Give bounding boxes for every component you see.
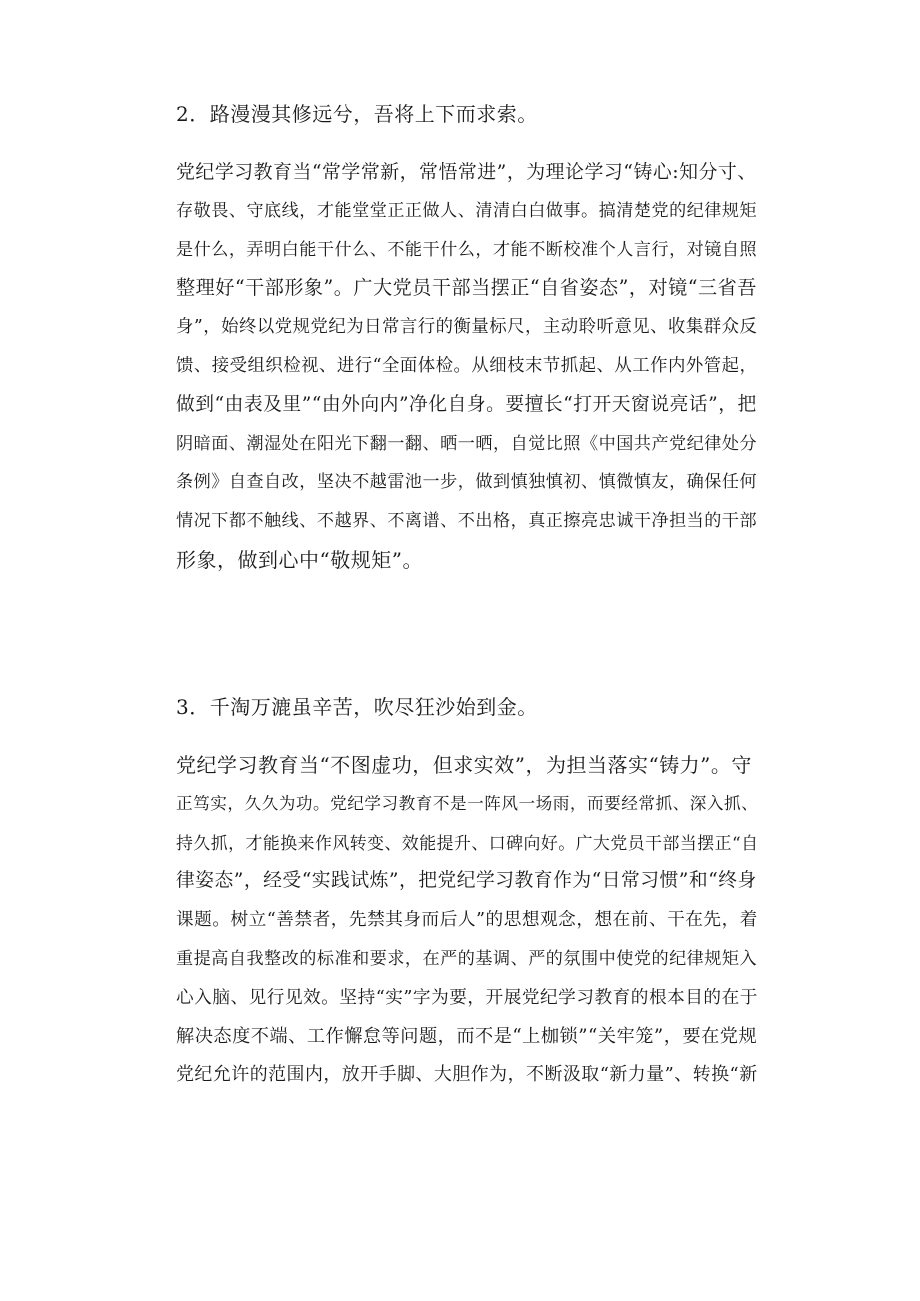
- paragraph-line: 形象，做到心中“敬规矩”。: [176, 547, 423, 572]
- paragraph-line: 整理好“干部形象”。广大党员干部当摆正“自省姿态”，对镜“三省吾: [176, 276, 757, 300]
- paragraph-line: 是什么，弄明白能干什么、不能干什么，才能不断校准个人言行，对镜自照: [176, 239, 758, 260]
- paragraph-line: 心入脑、见行见效。坚持“实”字为要，开展党纪学习教育的根本目的在于: [176, 987, 758, 1008]
- paragraph-line: 党纪允许的范围内，放开手脚、大胆作为，不断汲取“新力量”、转换“新: [176, 1064, 758, 1086]
- paragraph-line: 阴暗面、潮湿处在阳光下翻一翻、晒一晒，自觉比照《中国共产党纪律处分: [176, 433, 758, 454]
- paragraph-line: 党纪学习教育当“不图虚功，但求实效”，为担当落实“铸力”。守: [176, 753, 752, 777]
- paragraph-line: 条例》自查自改，坚决不越雷池一步，做到慎独慎初、慎微慎友，确保任何: [176, 472, 758, 493]
- paragraph-line: 情况下都不触线、不越界、不离谱、不出格，真正擦亮忠诚干净担当的干部: [176, 511, 758, 532]
- paragraph-line: 做到“由表及里”“由外向内”净化自身。要擅长“打开天窗说亮话”，把: [176, 393, 757, 415]
- paragraph-line: 重提高自我整改的标准和要求，在严的基调、严的氛围中使党的纪律规矩入: [176, 948, 758, 969]
- paragraph-line: 存敬畏、守底线，才能堂堂正正做人、清清白白做事。搞清楚党的纪律规矩: [176, 200, 758, 221]
- paragraph-line: 律姿态”，经受“实践试炼”，把党纪学习教育作为“日常习惯”和“终身: [176, 870, 757, 892]
- paragraph-line: 身”，始终以党规党纪为日常言行的衡量标尺，主动聆听意见、收集群众反: [176, 317, 758, 338]
- paragraph-line: 馈、接受组织检视、进行“全面体检。从细枝末节抓起、从工作内外管起，: [176, 355, 758, 376]
- section-2-heading: 2．路漫漫其修远兮，吾将上下而求索。: [176, 102, 538, 126]
- section-3-heading: 3．千淘万漉虽辛苦，吹尽狂沙始到金。: [176, 695, 538, 719]
- paragraph-line: 解决态度不端、工作懈怠等问题，而不是“上枷锁”“关牢笼”，要在党规: [176, 1025, 758, 1047]
- paragraph-line: 持久抓，才能换来作风转变、效能提升、口碑向好。广大党员干部当摆正“自: [176, 832, 759, 853]
- paragraph-line: 党纪学习教育当“常学常新，常悟常进”，为理论学习“铸心:知分寸、: [176, 161, 757, 183]
- paragraph-line: 正笃实，久久为功。党纪学习教育不是一阵风一场雨，而要经常抓、深入抓、: [176, 793, 759, 813]
- section-2-paragraph: [176, 153, 756, 580]
- section-3-paragraph: [176, 746, 759, 1095]
- paragraph-line: 课题。树立“善禁者，先禁其身而后人”的思想观念，想在前、干在先，着: [176, 910, 758, 931]
